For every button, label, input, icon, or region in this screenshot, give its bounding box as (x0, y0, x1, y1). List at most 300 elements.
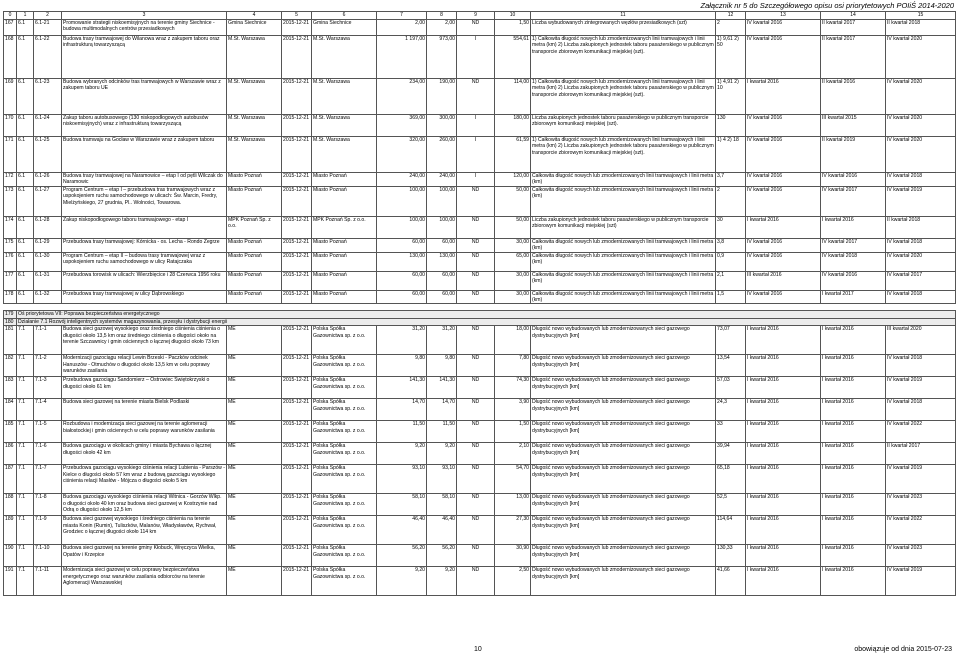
table-cell: 130,00 (377, 252, 427, 271)
table-cell: 7.1 (17, 326, 34, 355)
table-cell: IV kwartał 2023 (886, 545, 956, 567)
table-cell: I kwartał 2016 (821, 465, 886, 494)
table-cell: I kwartał 2016 (746, 399, 821, 421)
table-cell: 178 (4, 290, 17, 304)
table-row (4, 271, 956, 290)
table-cell: M.St. Warszawa (312, 137, 377, 173)
table-cell: 74,30 (495, 377, 531, 399)
table-cell: 2015-12-21 (282, 355, 312, 377)
table-cell: 2015-12-21 (282, 115, 312, 137)
table-cell: I kwartał 2016 (821, 567, 886, 596)
table-cell: 1,50 (495, 20, 531, 36)
table-row (4, 494, 956, 516)
table-cell: IV kwartał 2016 (746, 238, 821, 252)
table-cell: Całkowita długość nowych lub zmodernizowanych linii tramwajowych i linii metra (km) (531, 173, 716, 187)
table-cell: ME (227, 494, 282, 516)
table-cell: Całkowita długość nowych lub zmodernizowanych linii tramwajowych i linii metra (km) (531, 271, 716, 290)
table-cell: Budowa sieci gazowej wysokiego oraz średniego ciśnienia ciśnienia o długości około 13,5 km oraz średniego ciśnienia o długości około na terenie Szczawnicy i gmin ościennych o łącznej długości około 73 km (62, 326, 227, 355)
table-cell: 2015-12-21 (282, 173, 312, 187)
table-cell: 6.1-25 (34, 137, 62, 173)
table-cell: 185 (4, 421, 17, 443)
table-cell: 7.1 (17, 399, 34, 421)
table-cell: IV kwartał 2018 (886, 355, 956, 377)
table-cell: IV kwartał 2023 (886, 494, 956, 516)
table-cell: 260,00 (427, 137, 457, 173)
table-cell: 56,20 (427, 545, 457, 567)
table-cell: I kwartał 2016 (821, 516, 886, 545)
table-cell: I kwartał 2016 (821, 494, 886, 516)
table-cell: ND (457, 326, 495, 355)
table-cell: 1,50 (495, 421, 531, 443)
table-cell: 186 (4, 443, 17, 465)
table-cell: MPK Poznań Sp. z o.o. (312, 216, 377, 238)
table-cell: Liczba zakupionych jednostek taboru pasażerskiego w publicznym transporcie zbiorowym komunikacji miejskiej (szt). (531, 115, 716, 137)
table-cell: 1) Całkowita długość nowych lub zmodernizowanych linii tramwajowych i linii metra (km) 2) Liczba zakupionych jednostek taboru pasażerskiego w publicznym transporcie zbiorowym komunikacji miejskiej (szt). (531, 137, 716, 173)
table-cell: ND (457, 567, 495, 596)
table-cell: 6.1-23 (34, 79, 62, 115)
table-cell: Gmina Siechnice (312, 20, 377, 36)
table-cell: 554,61 (495, 36, 531, 79)
section-number: 180 (4, 318, 17, 325)
table-cell: 2015-12-21 (282, 137, 312, 173)
table-cell: 2015-12-21 (282, 238, 312, 252)
table-cell: Całkowita długość nowych lub zmodernizowanych linii tramwajowych i linii metra (km) (531, 290, 716, 304)
table-cell: 57,03 (716, 377, 746, 399)
table-cell: I (457, 36, 495, 79)
table-cell: Przebudowa gazociągu Sandomierz – Ostrowiec Świętokrzyski o długości około 61 km (62, 377, 227, 399)
column-number: 8 (427, 12, 457, 20)
table-cell: 7.1-4 (34, 399, 62, 421)
table-cell: IV kwartał 2016 (746, 186, 821, 216)
table-cell: 2015-12-21 (282, 421, 312, 443)
table-cell: 39,94 (716, 443, 746, 465)
table-cell: 130 (716, 115, 746, 137)
table-cell: 6.1-32 (34, 290, 62, 304)
table-cell: Miasto Poznań (312, 290, 377, 304)
project-table (3, 11, 956, 596)
table-cell: 61,59 (495, 137, 531, 173)
table-cell: 1) Całkowita długość nowych lub zmodernizowanych linii tramwajowych i linii metra (km) 2) Liczba zakupionych jednostek taboru pasażerskiego w publicznym transporcie zbiorowym komunikacji miejskiej (szt). (531, 79, 716, 115)
table-cell: Długość nowo wybudowanych lub zmodernizowanych sieci gazowego dystrybucyjnych [km] (531, 465, 716, 494)
table-cell: 58,10 (427, 494, 457, 516)
table-cell: IV kwartał 2016 (746, 20, 821, 36)
table-cell: ME (227, 326, 282, 355)
table-cell: 73,07 (716, 326, 746, 355)
table-row (4, 377, 956, 399)
table-cell: Polska Spółka Gazownictwa sp. z o.o. (312, 465, 377, 494)
table-cell: 7.1-3 (34, 377, 62, 399)
table-cell: Całkowita długość nowych lub zmodernizowanych linii tramwajowych i linii metra (km) (531, 238, 716, 252)
table-row (4, 79, 956, 115)
column-number: 1 (17, 12, 34, 20)
table-cell: 240,00 (377, 173, 427, 187)
table-cell: 13,54 (716, 355, 746, 377)
table-cell: 100,00 (427, 216, 457, 238)
table-cell: 7,80 (495, 355, 531, 377)
table-cell: Polska Spółka Gazownictwa sp. z o.o. (312, 567, 377, 596)
column-number: 13 (746, 12, 821, 20)
table-row (4, 567, 956, 596)
table-cell: 9,80 (427, 355, 457, 377)
table-cell: Miasto Poznań (227, 186, 282, 216)
table-cell: IV kwartał 2018 (886, 290, 956, 304)
table-cell: 30,00 (495, 238, 531, 252)
table-cell: 175 (4, 238, 17, 252)
table-cell: 189 (4, 516, 17, 545)
table-cell: Polska Spółka Gazownictwa sp. z o.o. (312, 494, 377, 516)
table-cell: Miasto Poznań (227, 238, 282, 252)
table-row (4, 443, 956, 465)
column-number: 2 (34, 12, 62, 20)
column-number: 15 (886, 12, 956, 20)
table-cell: 50,00 (495, 216, 531, 238)
table-row (4, 421, 956, 443)
valid-from-date: obowiązuje od dnia 2015-07-23 (854, 646, 952, 653)
table-cell: 2 (716, 186, 746, 216)
table-cell: I kwartał 2016 (821, 216, 886, 238)
table-cell: Polska Spółka Gazownictwa sp. z o.o. (312, 377, 377, 399)
table-cell: 9,20 (427, 443, 457, 465)
table-cell: ME (227, 516, 282, 545)
table-cell: Długość nowo wybudowanych lub zmodernizowanych sieci gazowego dystrybucyjnych [km] (531, 326, 716, 355)
table-cell: IV kwartał 2019 (886, 567, 956, 596)
table-cell: 240,00 (427, 173, 457, 187)
table-cell: Długość nowo wybudowanych lub zmodernizowanych sieci gazowego dystrybucyjnych [km] (531, 516, 716, 545)
table-cell: ND (457, 377, 495, 399)
table-cell: 6.1 (17, 137, 34, 173)
table-cell: Miasto Poznań (312, 186, 377, 216)
table-cell: IV kwartał 2022 (886, 421, 956, 443)
table-cell: Przebudowa trasy tramwajowej: Kórnicka - os. Lecha - Rondo Żegrze (62, 238, 227, 252)
table-cell: 1) 9,61 2) 50 (716, 36, 746, 79)
table-cell: 6.1-28 (34, 216, 62, 238)
table-cell: 1) 4 2) 18 (716, 137, 746, 173)
table-cell: Polska Spółka Gazownictwa sp. z o.o. (312, 516, 377, 545)
table-cell: Polska Spółka Gazownictwa sp. z o.o. (312, 326, 377, 355)
table-cell: 2015-12-21 (282, 399, 312, 421)
table-cell: IV kwartał 2019 (886, 186, 956, 216)
table-cell: 60,00 (427, 290, 457, 304)
table-cell: 6.1 (17, 36, 34, 79)
table-cell: I kwartał 2017 (821, 290, 886, 304)
table-cell: 973,00 (427, 36, 457, 79)
table-cell: Budowa sieci gazowej wysokiego i średniego ciśnienia na terenie miasta Konin (Rumin), Tuliszków, Malanów, Władysławów, Rychwał, Grodziec o łącznej długości około 114 km (62, 516, 227, 545)
table-row (4, 36, 956, 79)
table-cell: 27,30 (495, 516, 531, 545)
table-cell: 183 (4, 377, 17, 399)
table-row (4, 186, 956, 216)
table-cell: Rozbudowa i modernizacja sieci gazowej na terenie aglomeracji białostockiej i gmin ościennych w celu poprawy warunków zasilania (62, 421, 227, 443)
table-cell: Modernizacja sieci gazowej w celu poprawy bezpieczeństwa energetycznego oraz warunków zasilania odbiorców na terenie Aglomeracji Warszawskiej (62, 567, 227, 596)
table-cell: Długość nowo wybudowanych lub zmodernizowanych sieci gazowego dystrybucyjnych [km] (531, 399, 716, 421)
table-cell: Miasto Poznań (227, 173, 282, 187)
table-cell: Miasto Poznań (312, 238, 377, 252)
table-row (4, 216, 956, 238)
table-cell: IV kwartał 2017 (821, 238, 886, 252)
table-cell: I kwartał 2016 (746, 516, 821, 545)
table-cell: 3,90 (495, 399, 531, 421)
table-cell: 2015-12-21 (282, 443, 312, 465)
table-cell: 6.1 (17, 252, 34, 271)
table-cell: 2015-12-21 (282, 79, 312, 115)
table-cell: Polska Spółka Gazownictwa sp. z o.o. (312, 421, 377, 443)
table-cell: Modernizacji gazociągu relacji Lewin Brzeski - Paczków odcinek Hanuszów - Otmuchów o długości około 13,5 km w celu poprawy warunków zasilania (62, 355, 227, 377)
table-cell: Przebudowa gazociągu wysokiego ciśnienia relacji Lubienia - Parszów - Kielce o długości około 57 km wraz z budową gazociągu wysokiego ciśnienia relacji Masłów - Mójcza o długości około 5 km (62, 465, 227, 494)
table-cell: 6.1 (17, 79, 34, 115)
table-cell: 46,40 (377, 516, 427, 545)
column-number-row (4, 12, 956, 20)
table-cell: 6.1 (17, 290, 34, 304)
section-row (4, 318, 956, 325)
table-cell: Zakup taboru autobusowego (130 niskopodłogowych autobusów niskoemisyjnych) wraz z infrastrukturą towarzyszącą (62, 115, 227, 137)
table-cell: 7.1-6 (34, 443, 62, 465)
table-cell: Budowa wybranych odcinków tras tramwajowych w Warszawie wraz z zakupem taboru UE (62, 79, 227, 115)
table-cell: M.St. Warszawa (227, 79, 282, 115)
table-cell: I kwartał 2016 (821, 545, 886, 567)
table-row (4, 115, 956, 137)
table-cell: 100,00 (377, 216, 427, 238)
table-cell: I kwartał 2016 (746, 567, 821, 596)
table-cell: ND (457, 252, 495, 271)
table-cell: I kwartał 2016 (821, 355, 886, 377)
table-cell: MPK Poznań Sp. z o.o. (227, 216, 282, 238)
table-cell: Polska Spółka Gazownictwa sp. z o.o. (312, 355, 377, 377)
table-cell: 9,20 (377, 567, 427, 596)
table-cell: 320,00 (377, 137, 427, 173)
table-row (4, 545, 956, 567)
table-cell: I kwartał 2016 (821, 443, 886, 465)
table-cell: ND (457, 271, 495, 290)
table-cell: IV kwartał 2016 (746, 36, 821, 79)
table-cell: 120,00 (495, 173, 531, 187)
table-cell: 190,00 (427, 79, 457, 115)
table-cell: III kwartał 2016 (746, 271, 821, 290)
table-cell: IV kwartał 2019 (886, 377, 956, 399)
table-cell: IV kwartał 2016 (821, 271, 886, 290)
table-cell: ME (227, 355, 282, 377)
table-cell: 188 (4, 494, 17, 516)
table-cell: 9,80 (377, 355, 427, 377)
table-cell: Polska Spółka Gazownictwa sp. z o.o. (312, 443, 377, 465)
table-row (4, 252, 956, 271)
table-cell: 7.1-9 (34, 516, 62, 545)
table-cell: 7.1-7 (34, 465, 62, 494)
table-cell: Miasto Poznań (227, 252, 282, 271)
table-cell: IV kwartał 2018 (886, 238, 956, 252)
column-number: 6 (312, 12, 377, 20)
table-cell: 7.1 (17, 443, 34, 465)
table-cell: Długość nowo wybudowanych lub zmodernizowanych sieci gazowego dystrybucyjnych [km] (531, 494, 716, 516)
table-cell: 6.1-26 (34, 173, 62, 187)
table-cell: 184 (4, 399, 17, 421)
table-cell: ND (457, 216, 495, 238)
table-cell: ND (457, 421, 495, 443)
table-cell: IV kwartał 2020 (886, 79, 956, 115)
column-number: 4 (227, 12, 282, 20)
table-row (4, 516, 956, 545)
table-cell: Długość nowo wybudowanych lub zmodernizowanych sieci gazowego dystrybucyjnych [km] (531, 355, 716, 377)
table-cell: 6.1-22 (34, 36, 62, 79)
table-cell: I kwartał 2016 (746, 494, 821, 516)
table-cell: ND (457, 186, 495, 216)
table-cell: 176 (4, 252, 17, 271)
table-cell: 24,3 (716, 399, 746, 421)
column-number: 12 (716, 12, 746, 20)
table-cell: 1) Całkowita długość nowych lub zmodernizowanych linii tramwajowych i linii metra (km) 2) Liczba zakupionych jednostek taboru pasażerskiego w publicznym transporcie zbiorowym komunikacji miejskiej (szt). (531, 36, 716, 79)
table-cell: M.St. Warszawa (227, 137, 282, 173)
table-cell: Budowa sieci gazowej na terenie miasta Bielsk Podlaski (62, 399, 227, 421)
table-cell: 30,00 (495, 271, 531, 290)
table-cell: Całkowita długość nowych lub zmodernizowanych linii tramwajowych i linii metra (km) (531, 252, 716, 271)
document-header: Załącznik nr 5 do Szczegółowego opisu osi priorytetowych POIiŚ 2014-2020 (700, 1, 954, 10)
column-number: 3 (62, 12, 227, 20)
table-cell: 141,30 (427, 377, 457, 399)
table-cell: 169 (4, 79, 17, 115)
column-number: 7 (377, 12, 427, 20)
table-cell: Miasto Poznań (227, 290, 282, 304)
table-cell: ND (457, 290, 495, 304)
table-cell: I kwartał 2016 (746, 545, 821, 567)
table-cell: 1) 4,91 2) 10 (716, 79, 746, 115)
table-cell: 60,00 (377, 271, 427, 290)
table-cell: 181 (4, 326, 17, 355)
table-cell: 1,5 (716, 290, 746, 304)
table-cell: ME (227, 443, 282, 465)
table-cell: 180,00 (495, 115, 531, 137)
table-cell: 7.1-2 (34, 355, 62, 377)
section-title: Oś priorytetowa VII: Poprawa bezpieczeństwa energetycznego (17, 311, 956, 318)
table-cell: 6.1 (17, 115, 34, 137)
table-cell: 141,30 (377, 377, 427, 399)
table-cell: IV kwartał 2020 (886, 137, 956, 173)
table-cell: 30 (716, 216, 746, 238)
table-cell: Liczba wybudowanych zintegrowanych węzłów przesiadkowych (szt) (531, 20, 716, 36)
table-cell: II kwartał 2017 (886, 443, 956, 465)
table-cell: Długość nowo wybudowanych lub zmodernizowanych sieci gazowego dystrybucyjnych [km] (531, 567, 716, 596)
section-number: 179 (4, 311, 17, 318)
table-cell: 7.1 (17, 355, 34, 377)
table-cell: 2,00 (427, 20, 457, 36)
table-cell: II kwartał 2019 (821, 137, 886, 173)
column-number: 0 (4, 12, 17, 20)
table-cell: 14,70 (427, 399, 457, 421)
table-cell: 6.1-24 (34, 115, 62, 137)
table-cell: 30,90 (495, 545, 531, 567)
table-cell: ND (457, 465, 495, 494)
table-cell: I (457, 115, 495, 137)
table-cell: 46,40 (427, 516, 457, 545)
table-cell: 114,64 (716, 516, 746, 545)
table-cell: IV kwartał 2016 (746, 137, 821, 173)
table-cell: ME (227, 421, 282, 443)
table-row (4, 355, 956, 377)
table-cell: 6.1 (17, 186, 34, 216)
table-cell: 2015-12-21 (282, 465, 312, 494)
table-cell: 31,20 (427, 326, 457, 355)
table-cell: IV kwartał 2017 (886, 271, 956, 290)
table-row (4, 173, 956, 187)
table-cell: 177 (4, 271, 17, 290)
table-cell: 170 (4, 115, 17, 137)
table-cell: I kwartał 2016 (746, 79, 821, 115)
table-cell: 234,00 (377, 79, 427, 115)
table-cell: ND (457, 443, 495, 465)
table-cell: ND (457, 494, 495, 516)
table-cell: 168 (4, 36, 17, 79)
table-cell: 300,00 (427, 115, 457, 137)
column-number: 10 (495, 12, 531, 20)
table-cell: 60,00 (427, 271, 457, 290)
table-row (4, 326, 956, 355)
table-cell: 58,10 (377, 494, 427, 516)
table-cell: 7.1 (17, 567, 34, 596)
table-cell: Promowanie strategii niskoemisyjnych na terenie gminy Siechnice - budowa multimodalnych centrów przesiadkowych (62, 20, 227, 36)
table-cell: 14,70 (377, 399, 427, 421)
row-gap (4, 304, 956, 311)
table-cell: I kwartał 2016 (746, 421, 821, 443)
table-cell: 9,20 (377, 443, 427, 465)
table-cell: 2015-12-21 (282, 271, 312, 290)
table-cell: M.St. Warszawa (312, 36, 377, 79)
table-cell: Przebudowa torowisk w ulicach: Wierzbięcice i 28 Czerwca 1956 roku (62, 271, 227, 290)
table-cell: 50,00 (495, 186, 531, 216)
table-cell: IV kwartał 2016 (746, 252, 821, 271)
table-cell: ME (227, 377, 282, 399)
table-cell: 33 (716, 421, 746, 443)
table-cell: Miasto Poznań (312, 252, 377, 271)
column-number: 11 (531, 12, 716, 20)
table-cell: 6.1-30 (34, 252, 62, 271)
table-cell: III kwartał 2020 (886, 326, 956, 355)
table-cell: IV kwartał 2016 (746, 173, 821, 187)
table-cell: 174 (4, 216, 17, 238)
gap-cell (4, 304, 956, 311)
table-cell: 54,70 (495, 465, 531, 494)
table-cell: 3,7 (716, 173, 746, 187)
table-cell: ND (457, 79, 495, 115)
table-cell: I kwartał 2016 (746, 216, 821, 238)
table-cell: ND (457, 20, 495, 36)
table-cell: 187 (4, 465, 17, 494)
table-cell: 171 (4, 137, 17, 173)
table-cell: II kwartał 2016 (821, 79, 886, 115)
table-cell: 7.1 (17, 494, 34, 516)
table-cell: M.St. Warszawa (312, 79, 377, 115)
table-cell: I kwartał 2016 (746, 326, 821, 355)
table-cell: I kwartał 2016 (746, 355, 821, 377)
table-cell: 65,18 (716, 465, 746, 494)
table-cell: 13,00 (495, 494, 531, 516)
table-cell: 100,00 (377, 186, 427, 216)
table-cell: 41,66 (716, 567, 746, 596)
table-cell: 2015-12-21 (282, 186, 312, 216)
table-cell: 9,20 (427, 567, 457, 596)
table-cell: 2015-12-21 (282, 326, 312, 355)
table-cell: 56,20 (377, 545, 427, 567)
table-cell: ME (227, 567, 282, 596)
table-cell: IV kwartał 2019 (886, 465, 956, 494)
table-cell: 6.1 (17, 20, 34, 36)
table-cell: M.St. Warszawa (227, 115, 282, 137)
page-number: 10 (474, 646, 482, 653)
table-cell: 167 (4, 20, 17, 36)
table-cell: IV kwartał 2018 (886, 173, 956, 187)
table-cell: IV kwartał 2016 (821, 173, 886, 187)
table-cell: 2,00 (377, 20, 427, 36)
table-cell: Budowa sieci gazowej na terenie gminy Kłobuck, Wręczyca Wielka, Opatów i Krzepice (62, 545, 227, 567)
table-cell: 7.1 (17, 421, 34, 443)
table-cell: ME (227, 465, 282, 494)
